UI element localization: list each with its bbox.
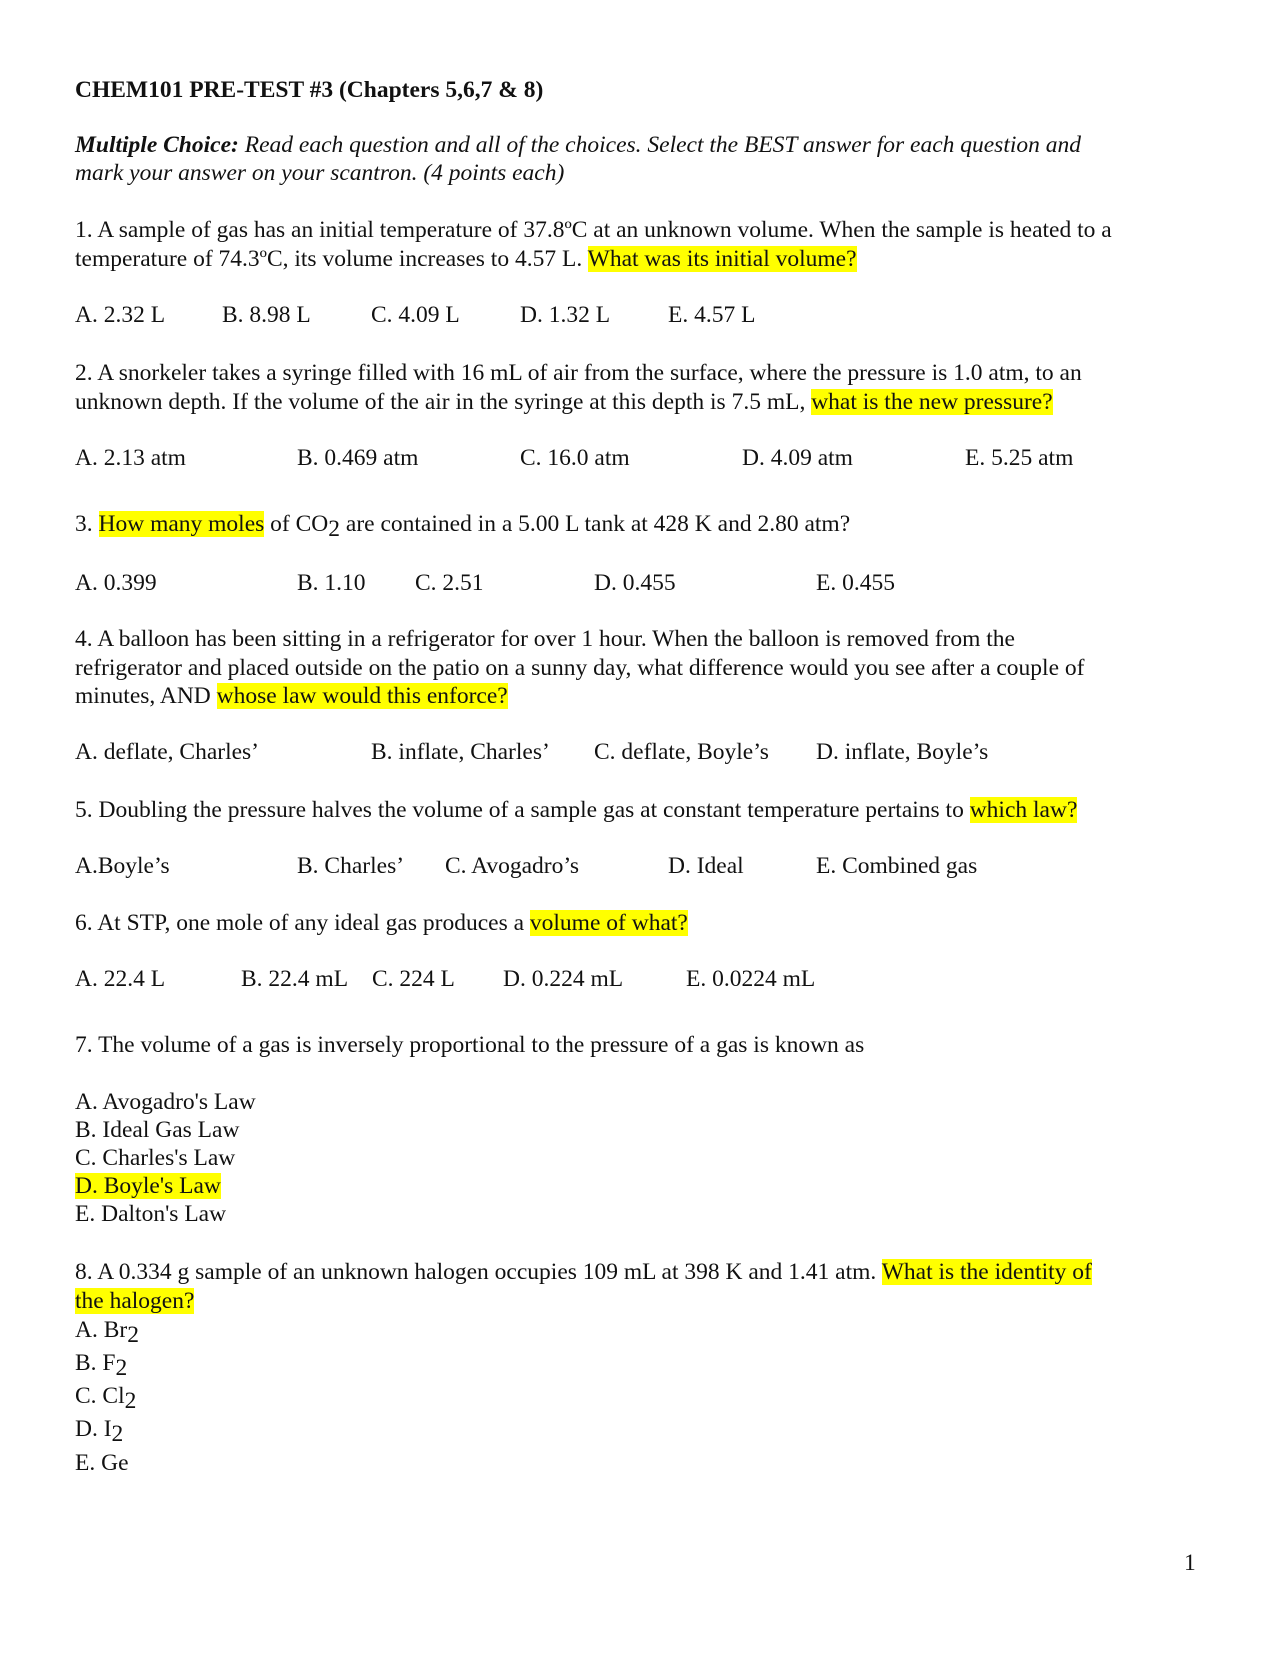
q2-option-e: E. 5.25 atm	[965, 445, 1074, 471]
q5-text-pre: 5. Doubling the pressure halves the volume of a sample gas at constant temperature pertains to	[75, 797, 970, 823]
q3-text-mid: of CO	[264, 511, 329, 537]
q2-option-d: D. 4.09 atm	[742, 445, 853, 471]
q1-text-line-1: 1. A sample of gas has an initial temperature of 37.8ºC at an unknown volume. When the sample is heated to a	[75, 217, 1112, 243]
q6-option-c: C. 224 L	[372, 966, 455, 992]
q8-text-line-1	[75, 1258, 1092, 1287]
q5-option-c: C. Avogadro’s	[445, 853, 580, 879]
q1-highlight: What was its initial volume?	[587, 246, 857, 272]
q8-option-a-label: A. Br	[75, 1317, 128, 1343]
q2-option-a: A. 2.13 atm	[75, 445, 186, 471]
page-number: 1	[1184, 1550, 1196, 1576]
q7-option-d-line	[75, 1172, 221, 1201]
q8-text: 8. A 0.334 g sample of an unknown halogen occupies 109 mL at 398 K and 1.41 atm.	[75, 1259, 882, 1285]
q4-option-c: C. deflate, Boyle’s	[594, 739, 769, 765]
q1-text-line-2	[75, 245, 857, 274]
q1-option-c: C. 4.09 L	[371, 302, 460, 328]
q8-option-e	[75, 1449, 129, 1478]
q3-option-a: A. 0.399	[75, 570, 157, 596]
q7-option-e: E. Dalton's Law	[75, 1201, 227, 1227]
q4-text-line-1: 4. A balloon has been sitting in a refrigerator for over 1 hour. When the balloon is removed from the	[75, 626, 1015, 652]
instructions-text-1: Read each question and all of the choices. Select the BEST answer for each question and	[238, 132, 1082, 158]
q2-text: unknown depth. If the volume of the air in the syringe at this depth is 7.5 mL,	[75, 389, 812, 415]
q8-option-a	[75, 1316, 139, 1348]
q5-option-d: D. Ideal	[668, 853, 744, 879]
q6-text-pre: 6. At STP, one mole of any ideal gas produces a	[75, 910, 530, 936]
q2-option-b: B. 0.469 atm	[297, 445, 419, 471]
q7-text: 7. The volume of a gas is inversely proportional to the pressure of a gas is known as	[75, 1032, 865, 1058]
q7-option-c: C. Charles's Law	[75, 1145, 236, 1171]
q6-highlight: volume of what?	[529, 910, 688, 936]
q3-text	[75, 510, 851, 542]
instructions-line-2	[75, 159, 564, 188]
q4-option-b: B. inflate, Charles’	[371, 739, 550, 765]
q7-option-a: A. Avogadro's Law	[75, 1089, 256, 1115]
q4-text-line-3	[75, 682, 508, 711]
q4-text-line-2: refrigerator and placed outside on the patio on a sunny day, what difference would you see after a couple of	[75, 655, 1085, 681]
q7-option-d: D. Boyle's Law	[75, 1173, 221, 1199]
q5-option-a: A.Boyle’s	[75, 853, 170, 879]
q4-option-d: D. inflate, Boyle’s	[816, 739, 989, 765]
q8-option-c-label: C. Cl	[75, 1383, 125, 1409]
q6-option-b: B. 22.4 mL	[241, 966, 349, 992]
q4-text: minutes, AND	[75, 683, 217, 709]
page-title: CHEM101 PRE-TEST #3 (Chapters 5,6,7 & 8)	[75, 77, 544, 103]
q8-text-line-2	[75, 1287, 194, 1316]
instructions-text-2: mark your answer on your scantron. (4 points each)	[75, 160, 565, 186]
q3-highlight: How many moles	[98, 511, 265, 537]
q8-highlight-2: the halogen?	[75, 1288, 195, 1314]
q8-highlight-1: What is the identity of	[881, 1259, 1092, 1285]
q2-option-c: C. 16.0 atm	[520, 445, 630, 471]
q7-option-b: B. Ideal Gas Law	[75, 1117, 240, 1143]
q3-number: 3.	[75, 511, 99, 537]
q3-subscript: 2	[328, 516, 341, 542]
q3-option-b: B. 1.10	[297, 570, 366, 596]
q8-option-b	[75, 1349, 128, 1381]
q5-text	[75, 796, 1077, 825]
q8-option-d-label: D. I	[75, 1416, 112, 1442]
q5-option-b: B. Charles’	[297, 853, 405, 879]
q8-option-c	[75, 1382, 137, 1414]
q8-option-d-subscript: 2	[111, 1421, 124, 1447]
q6-option-a: A. 22.4 L	[75, 966, 166, 992]
q1-text: temperature of 74.3ºC, its volume increases to 4.57 L.	[75, 246, 588, 272]
q3-text-post: are contained in a 5.00 L tank at 428 K and 2.80 atm?	[340, 511, 851, 537]
q4-highlight: whose law would this enforce?	[216, 683, 508, 709]
q3-option-d: D. 0.455	[594, 570, 676, 596]
q1-option-e: E. 4.57 L	[668, 302, 756, 328]
q8-option-e-label: E. Ge	[75, 1450, 129, 1476]
q1-option-a: A. 2.32 L	[75, 302, 166, 328]
q1-option-b: B. 8.98 L	[222, 302, 311, 328]
q8-option-b-label: B. F	[75, 1350, 116, 1376]
q8-option-c-subscript: 2	[124, 1388, 137, 1414]
q3-option-c: C. 2.51	[415, 570, 484, 596]
q3-option-e: E. 0.455	[816, 570, 895, 596]
q5-highlight: which law?	[969, 797, 1078, 823]
q6-text	[75, 909, 688, 938]
q2-highlight: what is the new pressure?	[811, 389, 1053, 415]
q4-option-a: A. deflate, Charles’	[75, 739, 260, 765]
q2-text-line-1: 2. A snorkeler takes a syringe filled with 16 mL of air from the surface, where the pressure is 1.0 atm, to an	[75, 360, 1082, 386]
q8-option-a-subscript: 2	[127, 1322, 139, 1348]
q1-option-d: D. 1.32 L	[520, 302, 611, 328]
q6-option-d: D. 0.224 mL	[503, 966, 624, 992]
q8-option-b-subscript: 2	[115, 1355, 128, 1381]
instructions-label: Multiple Choice:	[75, 132, 239, 158]
q5-option-e: E. Combined gas	[816, 853, 978, 879]
instructions-line-1	[75, 131, 1081, 160]
q2-text-line-2	[75, 388, 1053, 417]
q6-option-e: E. 0.0224 mL	[686, 966, 816, 992]
q8-option-d	[75, 1415, 124, 1447]
